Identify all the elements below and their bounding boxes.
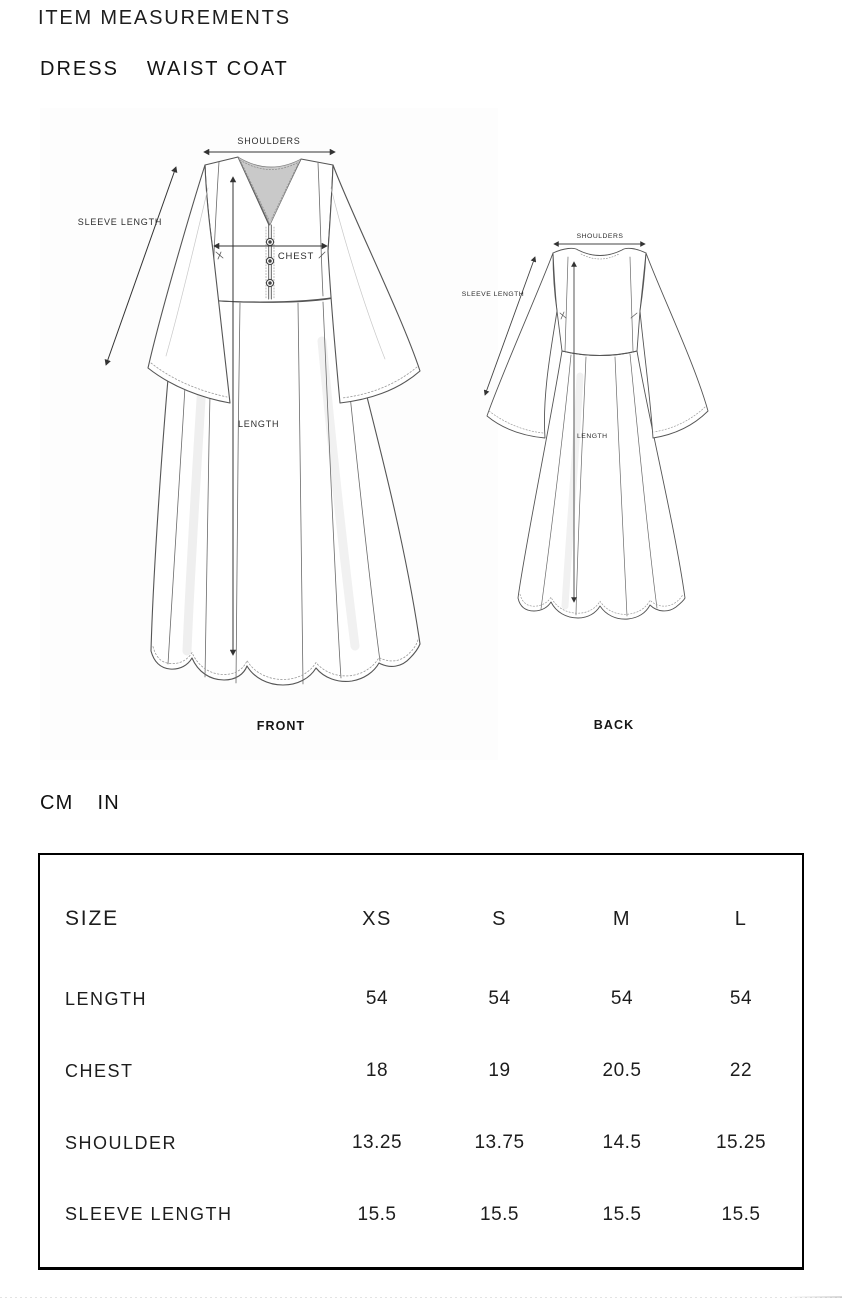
front-caption: FRONT [256, 719, 306, 733]
row-label-shoulder: SHOULDER [65, 1132, 178, 1153]
cell-sleeve-m: 15.5 [602, 1203, 642, 1225]
table-header-s: S [492, 907, 507, 930]
page-divider-end [788, 1296, 842, 1298]
tab-dress[interactable]: DRESS [40, 58, 119, 80]
cell-length-s: 54 [488, 988, 511, 1009]
page-title: ITEM MEASUREMENTS [38, 7, 291, 29]
back-shoulders-label: SHOULDERS [576, 233, 624, 240]
unit-toggle [40, 792, 120, 815]
table-header-xs: XS [362, 907, 392, 930]
dress-technical-flat [40, 106, 740, 766]
cell-length-m: 54 [610, 988, 634, 1009]
page-divider [0, 1297, 842, 1298]
cell-chest-s: 19 [488, 1060, 511, 1081]
unit-in[interactable]: IN [97, 792, 120, 814]
row-label-sleeve-length: SLEEVE LENGTH [65, 1204, 233, 1224]
unit-cm[interactable]: CM [40, 792, 74, 814]
product-tabs [40, 58, 289, 81]
cell-shoulder-l: 15.25 [715, 1132, 767, 1153]
cell-sleeve-l: 15.5 [721, 1203, 761, 1225]
back-sleeve-length-label: SLEEVE LENGTH [461, 291, 525, 298]
cell-sleeve-s: 15.5 [480, 1203, 519, 1225]
cell-shoulder-s: 13.75 [474, 1132, 525, 1153]
size-table [38, 853, 804, 1270]
front-shoulders-label: SHOULDERS [237, 136, 301, 146]
cell-length-l: 54 [729, 988, 753, 1009]
front-chest-label: CHEST [277, 251, 315, 262]
cell-sleeve-xs: 15.5 [357, 1203, 397, 1225]
measurement-diagram [40, 106, 740, 766]
row-label-length: LENGTH [65, 988, 148, 1009]
cell-shoulder-xs: 13.25 [351, 1132, 403, 1153]
cell-shoulder-m: 14.5 [602, 1132, 642, 1153]
front-length-label: LENGTH [238, 419, 280, 429]
tab-waist-coat[interactable]: WAIST COAT [146, 58, 289, 80]
table-header-l: L [734, 907, 748, 930]
back-caption: BACK [593, 718, 635, 732]
cell-chest-xs: 18 [365, 1060, 389, 1081]
cell-chest-m: 20.5 [602, 1060, 642, 1081]
cell-length-xs: 54 [365, 988, 389, 1009]
front-sleeve-length-label: SLEEVE LENGTH [77, 217, 163, 227]
row-label-chest: CHEST [65, 1060, 134, 1081]
table-header-m: M [612, 907, 632, 930]
table-header-size: SIZE [65, 907, 119, 930]
cell-chest-l: 22 [729, 1060, 753, 1081]
back-length-label: LENGTH [577, 433, 608, 440]
